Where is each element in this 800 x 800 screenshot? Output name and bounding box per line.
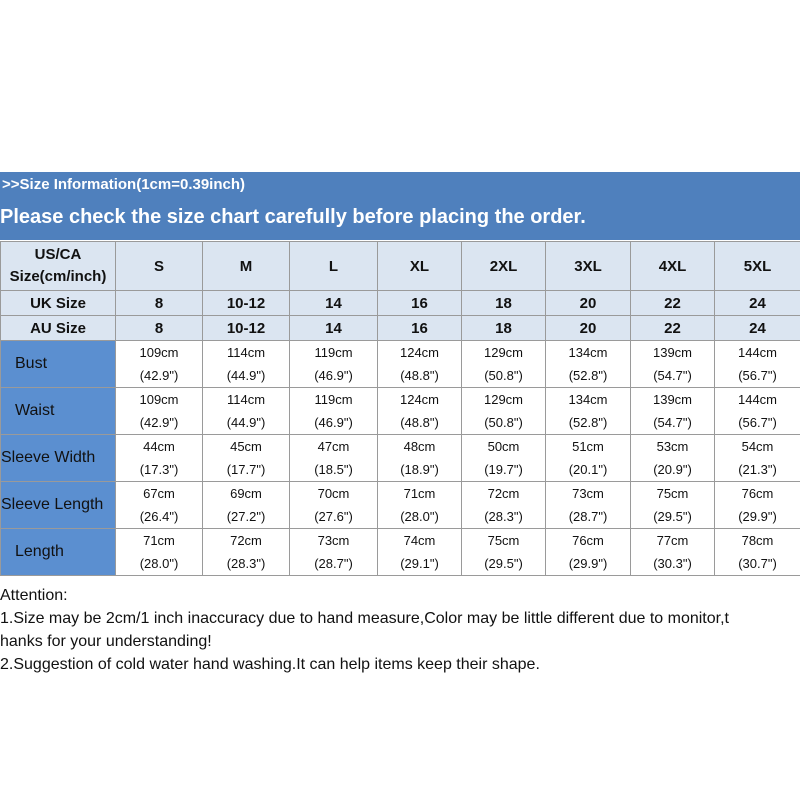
inch-value: (28.3") [484, 509, 523, 524]
inch-value: (28.7") [314, 556, 353, 571]
table-cell [715, 388, 800, 435]
cm-value: 53cm [656, 439, 689, 454]
inch-value: (17.3") [139, 462, 179, 477]
inch-value: (46.9") [314, 368, 353, 383]
table-cell: 10-12 [203, 291, 290, 316]
table-cell [203, 482, 290, 529]
table-cell: 22 [631, 316, 715, 341]
inch-value: (30.3") [653, 556, 692, 571]
table-cell [462, 435, 546, 482]
cm-value: 109cm [139, 345, 179, 360]
note-line: 1.Size may be 2cm/1 inch inaccuracy due to hand measure,Color may be little different due to monitor,t [0, 610, 729, 627]
inch-value: (56.7") [738, 368, 777, 383]
au-size-label: AU Size [1, 316, 116, 341]
inch-value: (52.8") [568, 415, 608, 430]
cm-value: 114cm [226, 392, 266, 407]
cm-value: 124cm [399, 392, 440, 407]
cm-value: 77cm [656, 533, 689, 548]
inch-value: (54.7") [653, 415, 692, 430]
cm-value: 134cm [568, 345, 608, 360]
inch-value: (29.9") [738, 509, 777, 524]
inch-value: (20.9") [653, 462, 692, 477]
table-cell [546, 435, 631, 482]
cm-value: 72cm [230, 533, 262, 548]
table-cell: 24 [715, 291, 800, 316]
table-cell [290, 341, 378, 388]
size-header-cell: 4XL [631, 242, 715, 291]
inch-value: (28.0") [400, 509, 439, 524]
table-cell [116, 341, 203, 388]
cm-value: 75cm [487, 533, 520, 548]
inch-value: (19.7") [484, 462, 523, 477]
uk-size-label: UK Size [1, 291, 116, 316]
cm-value: 75cm [656, 486, 689, 501]
cm-value: 48cm [403, 439, 436, 454]
cm-value: 50cm [487, 439, 520, 454]
inch-value: (18.9") [400, 462, 439, 477]
cm-value: 124cm [399, 345, 440, 360]
table-cell [203, 529, 290, 576]
inch-value: (17.7") [226, 462, 266, 477]
size-header-cell: 5XL [715, 242, 800, 291]
inch-value: (29.1") [400, 556, 439, 571]
cm-value: 114cm [226, 345, 266, 360]
cm-value: 45cm [230, 439, 262, 454]
table-cell [203, 435, 290, 482]
table-cell [290, 482, 378, 529]
table-cell [715, 435, 800, 482]
inch-value: (20.1") [568, 462, 608, 477]
cm-value: 76cm [572, 533, 604, 548]
attention-notes [0, 584, 729, 676]
cm-value: 144cm [737, 392, 778, 407]
table-cell: 18 [462, 316, 546, 341]
inch-value: (44.9") [226, 415, 266, 430]
table-cell [378, 529, 462, 576]
inch-value: (56.7") [738, 415, 777, 430]
table-cell [378, 341, 462, 388]
table-cell [290, 388, 378, 435]
table-cell [631, 529, 715, 576]
table-cell: 16 [378, 316, 462, 341]
cm-value: 54cm [741, 439, 774, 454]
corner-header-cell [1, 242, 116, 291]
cm-value: 70cm [317, 486, 350, 501]
table-cell [631, 435, 715, 482]
inch-value: (27.2") [226, 509, 266, 524]
inch-value: (21.3") [738, 462, 777, 477]
cm-value: 73cm [572, 486, 604, 501]
table-cell [462, 388, 546, 435]
table-cell [378, 482, 462, 529]
table-cell: 22 [631, 291, 715, 316]
us-ca-label: US/CA [34, 246, 82, 263]
inch-value: (50.8") [484, 415, 523, 430]
table-cell: 10-12 [203, 316, 290, 341]
size-header-cell: 3XL [546, 242, 631, 291]
inch-value: (48.8") [400, 368, 439, 383]
table-cell [631, 482, 715, 529]
cm-value: 47cm [317, 439, 350, 454]
inch-value: (29.5") [653, 509, 692, 524]
sleeve-length-label: Sleeve Length [1, 482, 116, 529]
inch-value: (26.4") [139, 509, 179, 524]
inch-value: (52.8") [568, 368, 608, 383]
table-cell [462, 341, 546, 388]
inch-value: (28.0") [139, 556, 179, 571]
size-header-cell: S [116, 242, 203, 291]
inch-value: (27.6") [314, 509, 353, 524]
table-cell [546, 341, 631, 388]
inch-value: (30.7") [738, 556, 777, 571]
table-cell [715, 341, 800, 388]
table-cell [378, 435, 462, 482]
table-cell: 16 [378, 291, 462, 316]
table-cell: 14 [290, 316, 378, 341]
size-unit-label: Size(cm/inch) [9, 268, 107, 285]
size-info-title: >>Size Information(1cm=0.39inch) [2, 176, 245, 193]
table-cell: 8 [116, 316, 203, 341]
table-cell: 20 [546, 291, 631, 316]
cm-value: 67cm [143, 486, 175, 501]
table-cell [462, 482, 546, 529]
cm-value: 72cm [487, 486, 520, 501]
table-cell: 14 [290, 291, 378, 316]
length-row [1, 529, 800, 576]
table-cell [116, 388, 203, 435]
sleeve-width-label: Sleeve Width [1, 435, 116, 482]
table-cell [546, 482, 631, 529]
length-label: Length [1, 529, 116, 576]
attention-heading: Attention: [0, 587, 68, 604]
sleeve-length-row [1, 482, 800, 529]
cm-value: 71cm [403, 486, 436, 501]
table-cell [631, 341, 715, 388]
uk-size-row [1, 291, 800, 316]
cm-value: 119cm [314, 392, 353, 407]
table-cell [116, 482, 203, 529]
cm-value: 73cm [317, 533, 350, 548]
cm-value: 144cm [737, 345, 778, 360]
cm-value: 134cm [568, 392, 608, 407]
size-header-cell: L [290, 242, 378, 291]
note-line: hanks for your understanding! [0, 633, 212, 650]
table-cell [116, 435, 203, 482]
table-cell [546, 529, 631, 576]
table-cell [631, 388, 715, 435]
inch-value: (48.8") [400, 415, 439, 430]
inch-value: (44.9") [226, 368, 266, 383]
size-header-cell: M [203, 242, 290, 291]
inch-value: (50.8") [484, 368, 523, 383]
inch-value: (42.9") [139, 415, 179, 430]
inch-value: (18.5") [314, 462, 353, 477]
cm-value: 129cm [483, 392, 524, 407]
cm-value: 51cm [572, 439, 604, 454]
table-cell [203, 388, 290, 435]
table-cell [546, 388, 631, 435]
cm-value: 76cm [741, 486, 774, 501]
table-cell [462, 529, 546, 576]
table-cell [203, 341, 290, 388]
size-info-banner [0, 172, 800, 240]
table-cell: 20 [546, 316, 631, 341]
note-line: 2.Suggestion of cold water hand washing.It can help items keep their shape. [0, 656, 540, 673]
sleeve-width-row [1, 435, 800, 482]
size-header-row [1, 242, 800, 291]
table-cell [290, 435, 378, 482]
inch-value: (28.3") [226, 556, 266, 571]
bust-row [1, 341, 800, 388]
au-size-row [1, 316, 800, 341]
waist-label: Waist [1, 388, 116, 435]
cm-value: 139cm [652, 392, 693, 407]
table-cell [290, 529, 378, 576]
table-cell [116, 529, 203, 576]
cm-value: 74cm [403, 533, 436, 548]
cm-value: 78cm [741, 533, 774, 548]
waist-row [1, 388, 800, 435]
table-cell [378, 388, 462, 435]
table-cell: 24 [715, 316, 800, 341]
bust-label: Bust [1, 341, 116, 388]
cm-value: 139cm [652, 345, 693, 360]
size-chart-table [0, 241, 800, 576]
table-cell [715, 482, 800, 529]
table-cell: 8 [116, 291, 203, 316]
inch-value: (42.9") [139, 368, 179, 383]
inch-value: (29.9") [568, 556, 608, 571]
cm-value: 129cm [483, 345, 524, 360]
cm-value: 109cm [139, 392, 179, 407]
size-header-cell: 2XL [462, 242, 546, 291]
inch-value: (54.7") [653, 368, 692, 383]
inch-value: (28.7") [568, 509, 608, 524]
inch-value: (46.9") [314, 415, 353, 430]
size-chart-notice: Please check the size chart carefully before placing the order. [0, 206, 586, 228]
table-cell: 18 [462, 291, 546, 316]
cm-value: 71cm [143, 533, 175, 548]
cm-value: 69cm [230, 486, 262, 501]
inch-value: (29.5") [484, 556, 523, 571]
cm-value: 119cm [314, 345, 353, 360]
table-cell [715, 529, 800, 576]
cm-value: 44cm [143, 439, 175, 454]
size-header-cell: XL [378, 242, 462, 291]
